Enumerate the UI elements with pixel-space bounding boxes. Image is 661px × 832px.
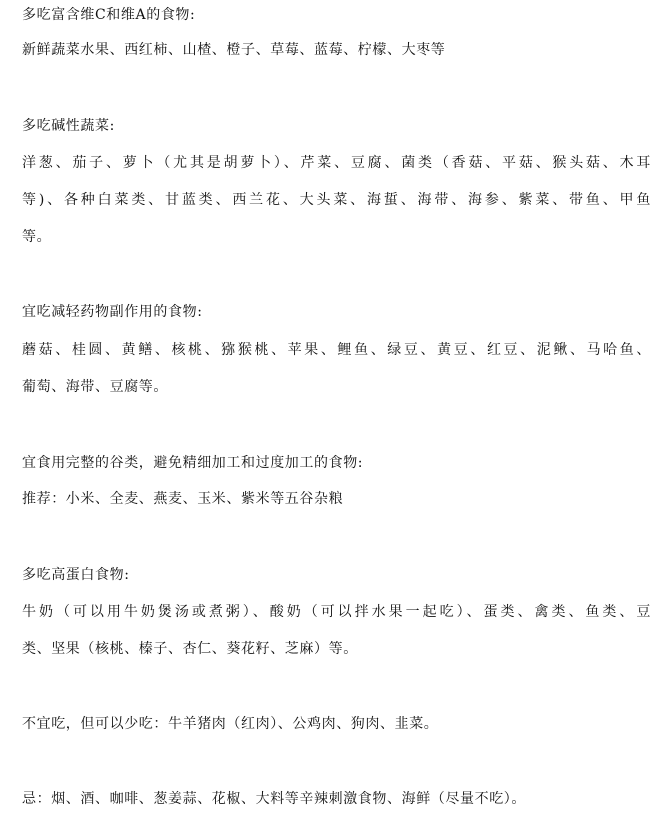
section-text-high-protein-line-2: 类、坚果（核桃、榛子、杏仁、葵花籽、芝麻）等。 — [22, 641, 358, 657]
section-heading-vitamin-c-a: 多吃富含维C和维A的食物: — [22, 7, 196, 23]
section-text-reduce-side-effects-line-2: 葡萄、海带、豆腐等。 — [22, 379, 168, 395]
section-heading-eat-less: 不宜吃，但可以少吃：牛羊猪肉（红肉）、公鸡肉、狗肉、韭菜。 — [22, 716, 439, 732]
section-heading-avoid: 忌：烟、酒、咖啡、葱姜蒜、花椒、大料等辛辣刺激食物、海鲜（尽量不吃）。 — [22, 791, 526, 807]
section-text-high-protein-line-1: 牛奶（可以用牛奶煲汤或煮粥）、酸奶（可以拌水果一起吃）、蛋类、禽类、鱼类、豆 — [22, 604, 651, 620]
section-text-whole-grains: 推荐：小米、全麦、燕麦、玉米、紫米等五谷杂粮 — [22, 491, 344, 507]
section-heading-high-protein: 多吃高蛋白食物: — [22, 567, 130, 583]
section-text-alkaline-vegetables-line-1: 洋葱、茄子、萝卜（尤其是胡萝卜）、芹菜、豆腐、菌类（香菇、平菇、猴头菇、木耳 — [22, 155, 651, 171]
section-text-vitamin-c-a: 新鲜蔬菜水果、西红柿、山楂、橙子、草莓、蓝莓、柠檬、大枣等 — [22, 42, 446, 58]
section-heading-reduce-side-effects: 宜吃减轻药物副作用的食物: — [22, 304, 203, 320]
section-text-alkaline-vegetables-line-3: 等。 — [22, 229, 52, 245]
section-heading-alkaline-vegetables: 多吃碱性蔬菜: — [22, 118, 115, 134]
section-heading-whole-grains: 宜食用完整的谷类，避免精细加工和过度加工的食物: — [22, 455, 364, 471]
section-text-alkaline-vegetables-line-2: 等)、各种白菜类、甘蓝类、西兰花、大头菜、海蜇、海带、海参、紫菜、带鱼、甲鱼 — [22, 192, 651, 208]
section-text-reduce-side-effects-line-1: 蘑菇、桂圆、黄鳝、核桃、猕猴桃、苹果、鲤鱼、绿豆、黄豆、红豆、泥鳅、马哈鱼、 — [22, 342, 651, 358]
